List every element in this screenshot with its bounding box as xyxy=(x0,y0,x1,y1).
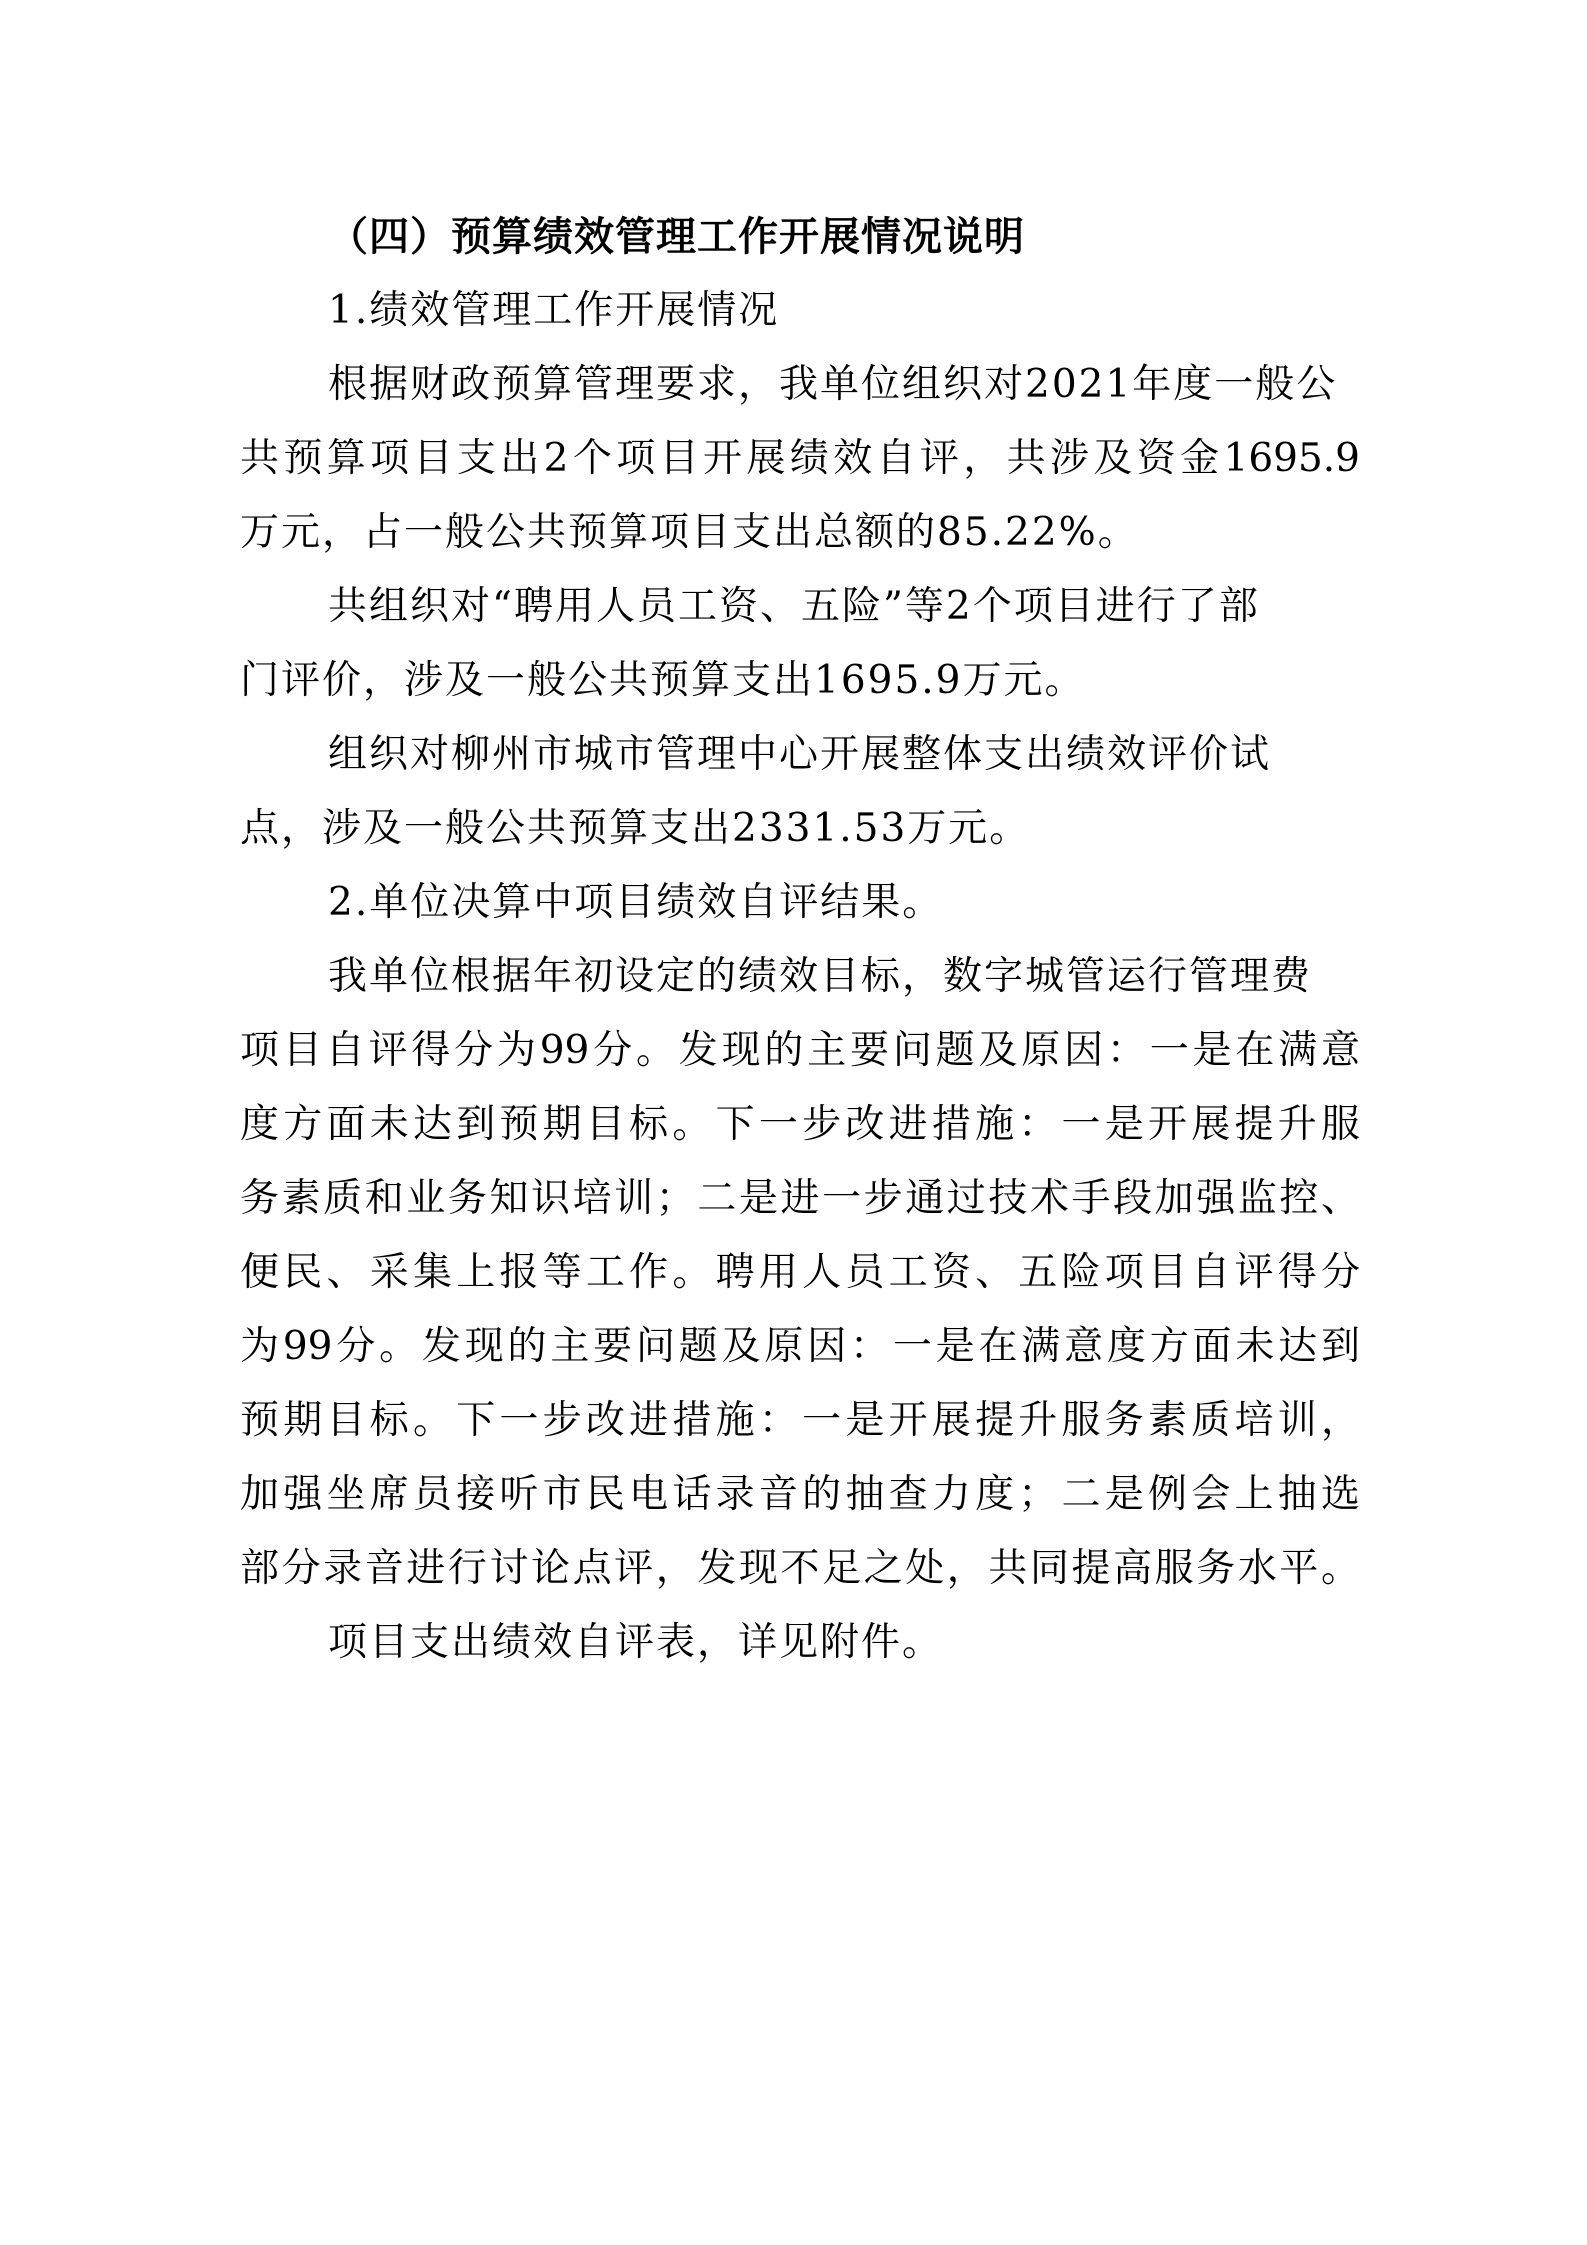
paragraph-line: 加强坐席员接听市民电话录音的抽查力度；二是例会上抽选 xyxy=(240,1472,1360,1517)
paragraph-line: 我单位根据年初设定的绩效目标，数字城管运行管理费 xyxy=(328,954,1313,999)
paragraph-line: 部分录音进行讨论点评，发现不足之处，共同提高服务水平。 xyxy=(240,1546,1360,1591)
paragraph-line: 预期目标。下一步改进措施：一是开展提升服务素质培训， xyxy=(240,1398,1360,1443)
paragraph-line: 共预算项目支出2个项目开展绩效自评，共涉及资金1695.9 xyxy=(240,436,1360,481)
paragraph-line: 共组织对“聘用人员工资、五险”等2个项目进行了部 xyxy=(328,584,1260,629)
paragraph-line: 便民、采集上报等工作。聘用人员工资、五险项目自评得分 xyxy=(240,1250,1360,1295)
document-body xyxy=(240,200,1360,1680)
paragraph-line: 万元，占一般公共预算项目支出总额的85.22%。 xyxy=(240,510,1139,555)
subheading-performance-management: 1.绩效管理工作开展情况 xyxy=(328,288,780,333)
paragraph-line: 组织对柳州市城市管理中心开展整体支出绩效评价试 xyxy=(328,732,1272,777)
paragraph-line: 项目自评得分为99分。发现的主要问题及原因：一是在满意 xyxy=(240,1028,1360,1073)
paragraph-line: 为99分。发现的主要问题及原因：一是在满意度方面未达到 xyxy=(240,1324,1360,1369)
paragraph-line: 点，涉及一般公共预算支出2331.53万元。 xyxy=(240,806,1031,851)
paragraph-line: 项目支出绩效自评表，详见附件。 xyxy=(328,1620,944,1665)
paragraph-line: 门评价，涉及一般公共预算支出1695.9万元。 xyxy=(240,658,1086,703)
paragraph-line: 度方面未达到预期目标。下一步改进措施：一是开展提升服 xyxy=(240,1102,1360,1147)
section-heading: （四）预算绩效管理工作开展情况说明 xyxy=(328,214,1025,260)
subheading-self-evaluation-results: 2.单位决算中项目绩效自评结果。 xyxy=(328,880,944,925)
paragraph-line: 根据财政预算管理要求，我单位组织对2021年度一般公 xyxy=(328,362,1338,407)
paragraph-line: 务素质和业务知识培训；二是进一步通过技术手段加强监控、 xyxy=(240,1176,1360,1221)
